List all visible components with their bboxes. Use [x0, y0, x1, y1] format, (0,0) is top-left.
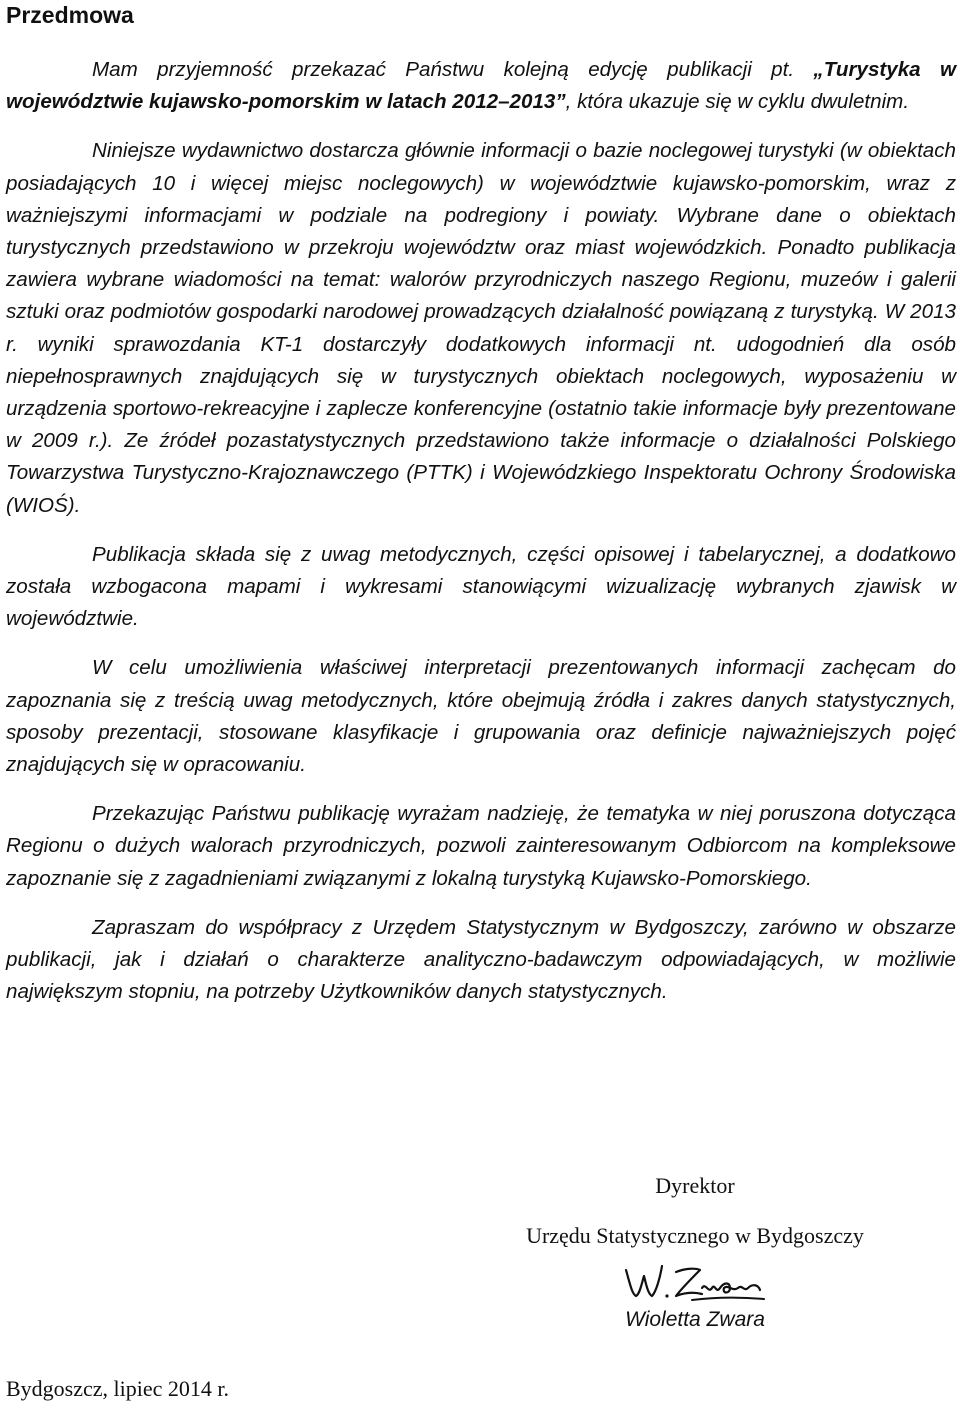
paragraph-hope: Przekazując Państwu publikację wyrażam nadzieję, że tematyka w niej poruszona dotycząca Regionu o dużych walorach przyrodniczych, pozwoli zainteresowanym Odbiorcom na kompleksowe zapoznanie się z zagadnieniami związanymi z lokalną turystyką Kujawsko-Pomorskiego. [6, 802, 956, 890]
paragraph-intro-rest: , która ukazuje się w cyklu dwuletnim. [565, 90, 910, 114]
paragraph-intro [6, 54, 956, 118]
preface-body [6, 54, 956, 1025]
paragraph-contents: Niniejsze wydawnictwo dostarcza głównie informacji o bazie noclegowej turystyki (w obiektach posiadających 10 i więcej miejsc noclegowych) w województwie kujawsko-pomorskim, wraz z ważniejszymi informacjami w podziale na podregiony i powiaty. Wybrane dane o obiektach turystycznych przedstawiono w przekroju województw oraz miast wojewódzkich. Ponadto publikacja zawiera wybrane wiadomości na temat: walorów przyrodniczych naszego Regionu, muzeów i galerii sztuki oraz podmiotów gospodarki narodowej prowadzących działalność powiązaną z turystyką. W 2013 r. wyniki sprawozdania KT-1 dostarczyły dodatkowych informacji nt. udogodnień dla osób niepełnosprawnych znajdujących się w turystycznych obiektach noclegowych, wyposażeniu w urządzenia sportowo-rekreacyjne i zaplecze konferencyjne (ostatnio takie informacje były prezentowane w 2009 r.). Ze źródeł pozastatystycznych przedstawiono także informacje o działalności Polskiego Towarzystwa Turystyczno-Krajoznawczego (PTTK) i Wojewódzkiego Inspektoratu Ochrony Środowiska (WIOŚ). [6, 139, 956, 517]
paragraph-intro-lead: Mam przyjemność przekazać Państwu kolejną edycję publikacji pt. [92, 58, 814, 81]
handwritten-signature [620, 1258, 770, 1304]
signatory-office: Urzędu Statystycznego w Bydgoszczy [526, 1223, 864, 1248]
paragraph-invitation: Zapraszam do współpracy z Urzędem Statystycznym w Bydgoszczy, zarówno w obszarze publikacji, jak i działań o charakterze analityczno-badawczym odpowiadających, w możliwie największym stopniu, na potrzeby Użytkowników danych statystycznych. [6, 915, 956, 1004]
page-title: Przedmowa [6, 2, 134, 28]
signature-block [500, 1172, 890, 1334]
publication-title: „Turystyka w województwie kujawsko-pomorskim w latach 2012–2013” [6, 58, 956, 114]
signatory-name: Wioletta Zwara [625, 1308, 765, 1331]
paragraph-methodology: W celu umożliwienia właściwej interpretacji prezentowanych informacji zachęcam do zapoznania się z treścią uwag metodycznych, które obejmują źródła i zakres danych statystycznych, sposoby prezentacji, stosowane klasyfikacje i grupowania oraz definicje najważniejszych pojęć znajdujących się w opracowaniu. [6, 656, 956, 777]
place-date: Bydgoszcz, lipiec 2014 r. [6, 1376, 230, 1401]
paragraph-structure: Publikacja składa się z uwag metodycznych, części opisowej i tabelarycznej, a dodatkowo została wzbogacona mapami i wykresami stanowiącymi wizualizację wybranych zjawisk w województwie. [6, 542, 956, 631]
signatory-title: Dyrektor [655, 1173, 735, 1198]
